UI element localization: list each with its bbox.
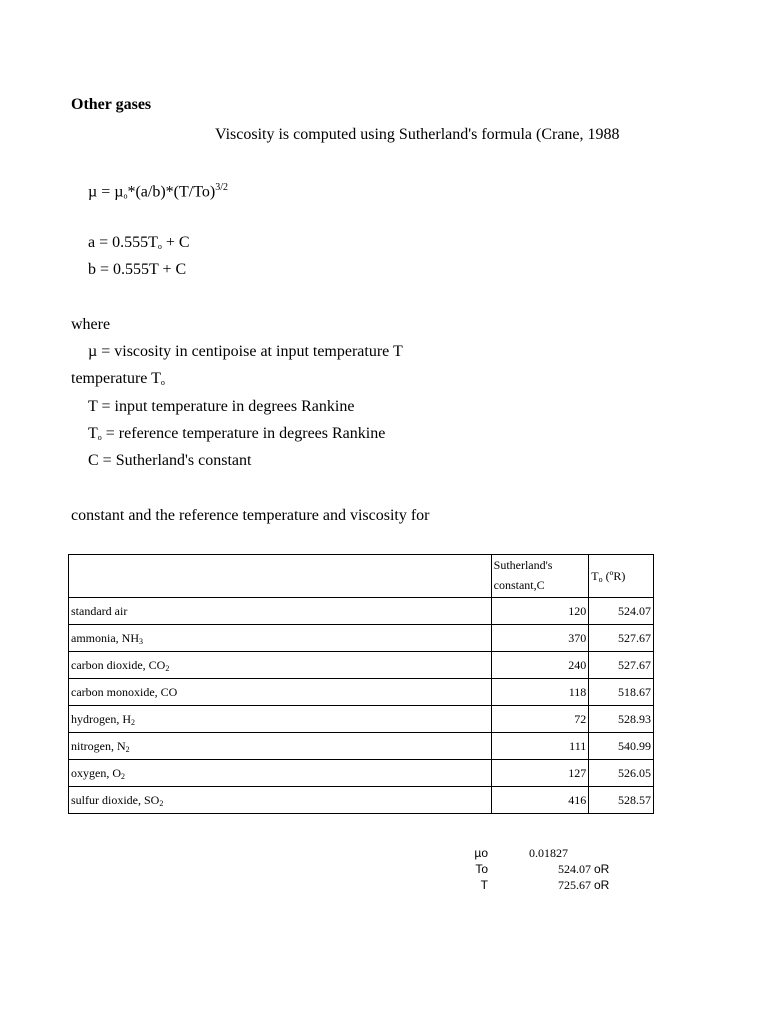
- where-label: where: [71, 316, 111, 333]
- constant-cell: 72: [491, 706, 589, 733]
- To-cell: 540.99: [589, 733, 654, 760]
- formula-mu-lhs: µ = µ: [88, 183, 124, 201]
- table-row: [69, 733, 654, 760]
- table-header-row: [69, 555, 654, 598]
- definition-mu: µ = viscosity in centipoise at input temperature T: [88, 343, 403, 360]
- gas-name: carbon dioxide, CO: [71, 657, 166, 672]
- value-label: T: [480, 878, 488, 892]
- To-cell: 524.07: [589, 598, 654, 625]
- definition-To-post: = reference temperature in degrees Rankine: [101, 425, 386, 442]
- intro-text: Viscosity is computed using Sutherland's formula (Crane, 1988: [215, 126, 620, 143]
- header-constant-line2: constant,C: [493, 578, 545, 592]
- gas-name-sub: 2: [159, 798, 164, 808]
- gas-name: ammonia, NH: [71, 630, 139, 645]
- gas-name-cell: [69, 787, 492, 814]
- header-constant-cell: [491, 555, 589, 598]
- header-To-cell: [589, 555, 654, 598]
- gas-name-sub: 2: [121, 771, 125, 781]
- table-row: [69, 706, 654, 733]
- gas-name-cell: [69, 733, 492, 760]
- header-To-sub: o: [598, 574, 603, 584]
- value-row-mu: [448, 845, 609, 861]
- definition-C: C = Sutherland's constant: [88, 452, 252, 469]
- To-cell: 518.67: [589, 679, 654, 706]
- gas-name-cell: [69, 598, 492, 625]
- gas-name: sulfur dioxide, SO: [71, 792, 160, 807]
- values-block: [448, 845, 609, 893]
- formula-a-sub: o: [157, 242, 162, 251]
- To-cell: 527.67: [589, 652, 654, 679]
- formula-mu-sub: o: [123, 191, 128, 201]
- gas-name: carbon monoxide, CO: [71, 684, 178, 699]
- value-row-To: [448, 861, 609, 877]
- constant-cell: 370: [491, 625, 589, 652]
- gas-name-sub: 3: [139, 636, 143, 646]
- To-cell: 527.67: [589, 625, 654, 652]
- gas-name-sub: 2: [165, 663, 170, 673]
- definition-reference-temperature: [71, 369, 165, 389]
- gas-name: oxygen, O: [71, 765, 121, 780]
- formula-a-post: + C: [161, 234, 190, 251]
- header-To-pre: T: [591, 568, 599, 583]
- constant-cell: 416: [491, 787, 589, 814]
- definition-To-sub: o: [97, 433, 102, 442]
- value-row-T: [448, 877, 609, 893]
- gas-name-sub: 2: [131, 717, 135, 727]
- gas-name: nitrogen, N: [71, 738, 126, 753]
- header-name-cell: [69, 555, 492, 598]
- definition-To: [88, 424, 385, 444]
- ref-line-pre: temperature T: [71, 370, 161, 387]
- gas-name: standard air: [71, 603, 128, 618]
- value-unit: oR: [594, 878, 610, 892]
- constant-cell: 120: [491, 598, 589, 625]
- gas-name: hydrogen, H: [71, 711, 131, 726]
- To-cell: 528.57: [589, 787, 654, 814]
- formula-mu: [88, 178, 228, 202]
- ref-line-sub: o: [160, 378, 165, 387]
- sutherland-table: [68, 554, 654, 814]
- table-row: [69, 760, 654, 787]
- header-To-post: (ºR): [602, 568, 626, 583]
- gas-name-cell: [69, 760, 492, 787]
- formula-mu-sup: 3/2: [215, 182, 228, 193]
- table-row: [69, 652, 654, 679]
- constant-cell: 111: [491, 733, 589, 760]
- constant-cell: 127: [491, 760, 589, 787]
- formula-b: b = 0.555T + C: [88, 261, 187, 278]
- table-row: [69, 679, 654, 706]
- table-row: [69, 787, 654, 814]
- table-row: [69, 598, 654, 625]
- formula-a-pre: a = 0.555T: [88, 234, 158, 251]
- value-number: 0.01827: [529, 846, 568, 860]
- gas-name-sub: 2: [125, 744, 130, 754]
- gas-name-cell: [69, 679, 492, 706]
- formula-a: [88, 233, 190, 253]
- header-constant-line1: Sutherland's: [493, 558, 553, 572]
- To-cell: 526.05: [589, 760, 654, 787]
- value-number: 725.67: [558, 878, 591, 892]
- table-intro: constant and the reference temperature and viscosity for: [71, 507, 430, 524]
- definition-T: T = input temperature in degrees Rankine: [88, 398, 355, 415]
- value-label: µo: [474, 846, 488, 860]
- gas-name-cell: [69, 652, 492, 679]
- value-unit: oR: [594, 862, 610, 876]
- constant-cell: 118: [491, 679, 589, 706]
- section-title: Other gases: [71, 96, 152, 113]
- constant-cell: 240: [491, 652, 589, 679]
- value-label: To: [475, 862, 488, 876]
- definition-To-pre: T: [88, 425, 98, 442]
- gas-name-cell: [69, 706, 492, 733]
- formula-mu-rest: *(a/b)*(T/To): [127, 183, 216, 201]
- value-number: 524.07: [558, 862, 591, 876]
- gas-name-cell: [69, 625, 492, 652]
- table-row: [69, 625, 654, 652]
- To-cell: 528.93: [589, 706, 654, 733]
